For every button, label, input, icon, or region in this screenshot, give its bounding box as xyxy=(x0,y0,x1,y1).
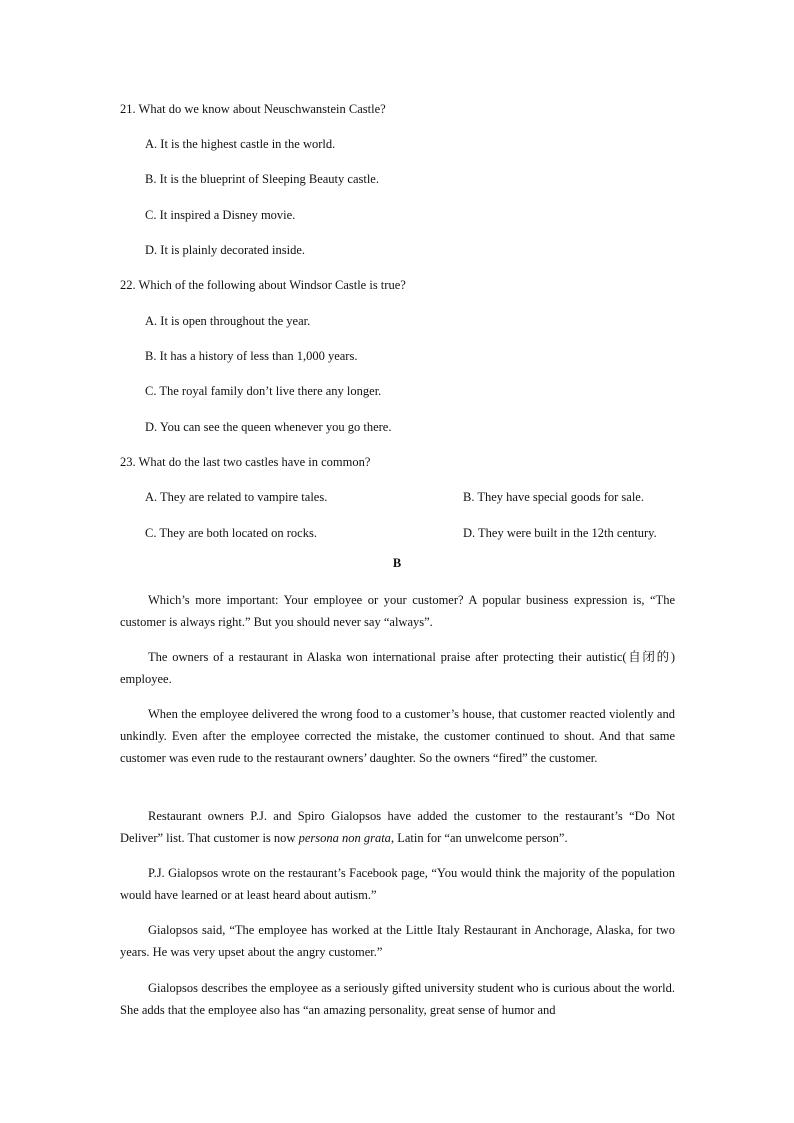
passage-paragraph-4-start: Restaurant owners P.J. and Spiro Gialopsos have added the customer to the restaurant’s “Do Not Deliver” list. That customer is now xyxy=(120,809,675,845)
question-21-stem: 21. What do we know about Neuschwanstein Castle? xyxy=(120,102,386,116)
section-heading: B xyxy=(392,556,402,570)
passage-paragraph-5: P.J. Gialopsos wrote on the restaurant’s Facebook page, “You would think the majority of the population would have learned or at least heard about autism.” xyxy=(120,866,675,902)
question-22-option-d: D. You can see the queen whenever you go there. xyxy=(145,420,392,434)
question-21-option-b: B. It is the blueprint of Sleeping Beauty castle. xyxy=(145,172,379,186)
question-22-option-a: A. It is open throughout the year. xyxy=(145,314,311,328)
question-23-option-d: D. They were built in the 12th century. xyxy=(463,526,657,540)
passage-paragraph-3: When the employee delivered the wrong food to a customer’s house, that customer reacted violently and unkindly. Even after the employee corrected the mistake, the customer continued to shout. And that same customer was even rude to the restaurant owners’ daughter. So the owners “fired” the customer. xyxy=(120,707,675,765)
question-21-option-a: A. It is the highest castle in the world. xyxy=(145,137,336,151)
question-22-option-b: B. It has a history of less than 1,000 years. xyxy=(145,349,358,363)
question-23-option-b: B. They have special goods for sale. xyxy=(463,490,644,504)
question-22-stem: 22. Which of the following about Windsor Castle is true? xyxy=(120,278,406,292)
passage-paragraph-7: Gialopsos describes the employee as a seriously gifted university student who is curious about the world. She adds that the employee also has “an amazing personality, great sense of humor and xyxy=(120,981,675,1017)
passage-paragraph-4 xyxy=(120,805,675,849)
passage-paragraph-6: Gialopsos said, “The employee has worked at the Little Italy Restaurant in Anchorage, Alaska, for two years. He was very upset about the angry customer.” xyxy=(120,923,675,959)
question-23-option-a: A. They are related to vampire tales. xyxy=(145,490,328,504)
question-23-option-c: C. They are both located on rocks. xyxy=(145,526,317,540)
passage-paragraph-4-end: , Latin for “an unwelcome person”. xyxy=(390,831,568,845)
question-23-stem: 23. What do the last two castles have in common? xyxy=(120,455,371,469)
question-21-option-c: C. It inspired a Disney movie. xyxy=(145,208,296,222)
latin-phrase: persona non grata xyxy=(298,831,391,845)
question-21-option-d: D. It is plainly decorated inside. xyxy=(145,243,306,257)
passage-paragraph-2: The owners of a restaurant in Alaska won international praise after protecting their autistic(自闭的) employee. xyxy=(120,650,675,686)
passage-paragraph-1: Which’s more important: Your employee or your customer? A popular business expression is, “The customer is always right.” But you should never say “always”. xyxy=(120,593,675,629)
question-22-option-c: C. The royal family don’t live there any longer. xyxy=(145,384,382,398)
